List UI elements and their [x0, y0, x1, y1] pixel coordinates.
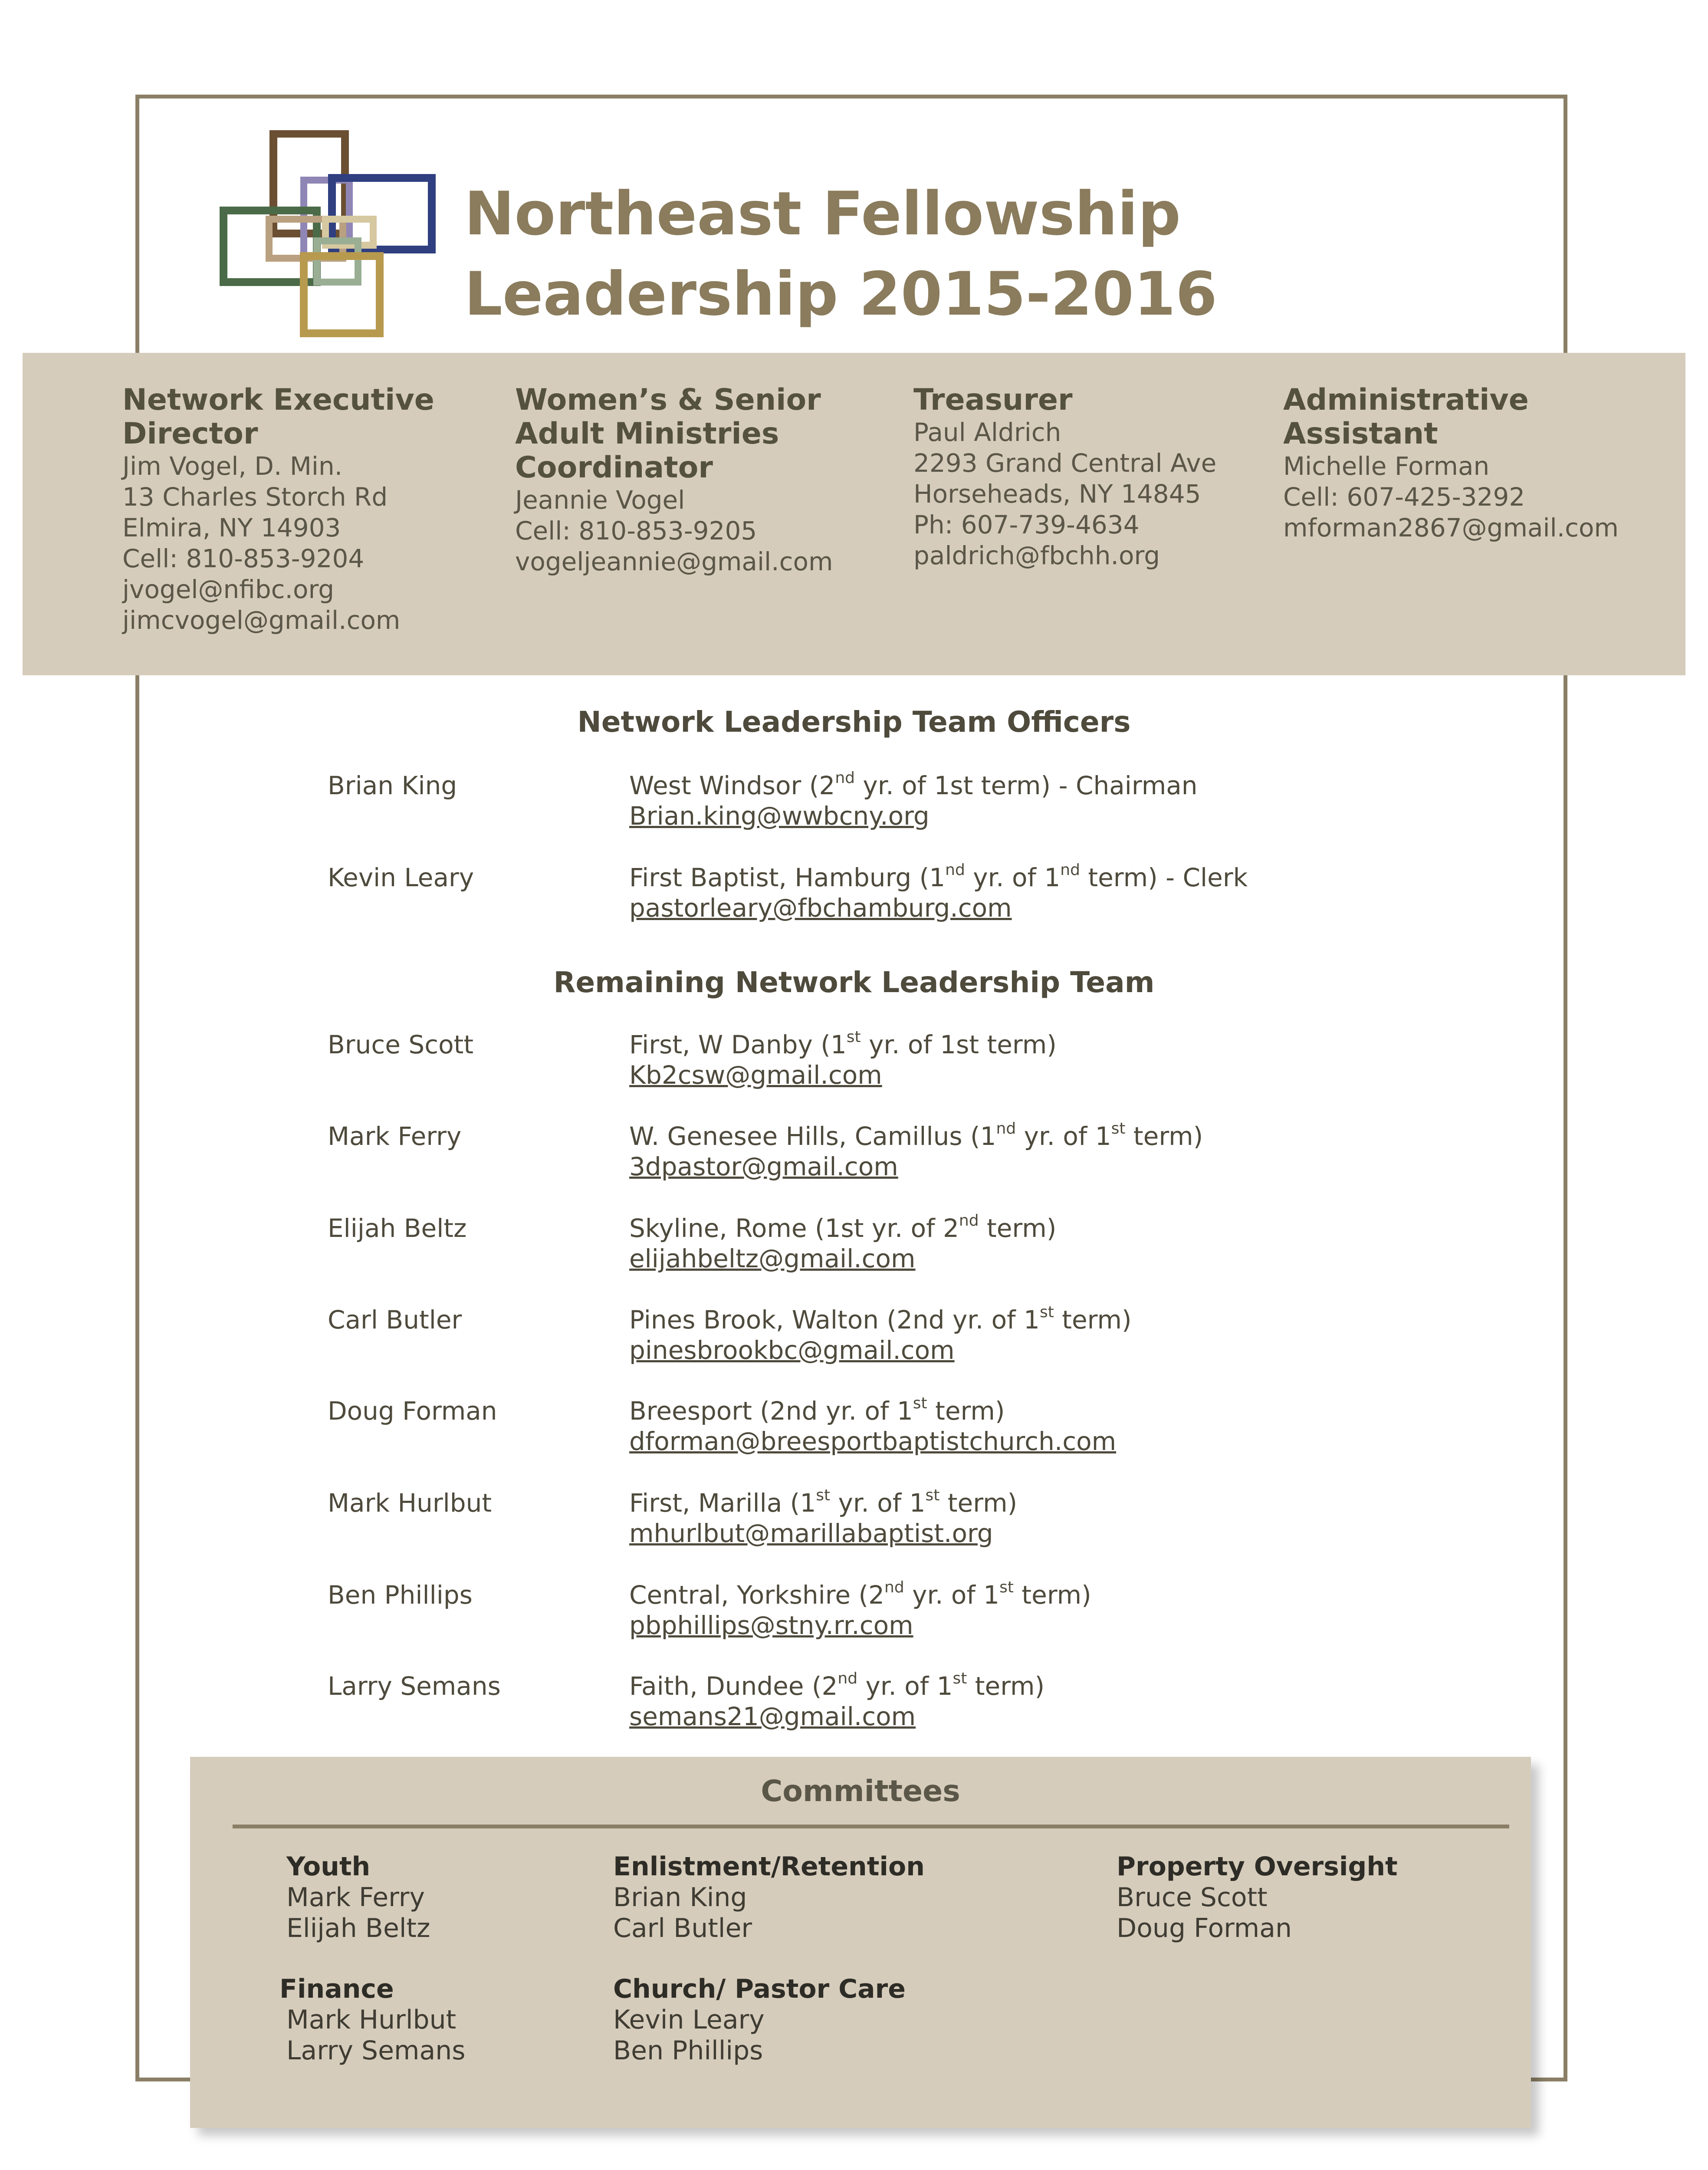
- committee-member: Doug Forman: [1117, 1913, 1292, 1943]
- womens-line: Jeannie Vogel: [515, 485, 685, 515]
- womens-email[interactable]: vogeljeannie@gmail.com: [515, 547, 833, 576]
- team-heading: Remaining Network Leadership Team: [553, 966, 1155, 999]
- committee-pastor-care: [613, 1974, 906, 2066]
- committee-title: Church/ Pastor Care: [613, 1974, 906, 2004]
- executive-line: Cell: 810-853-9204: [122, 544, 365, 573]
- member-church: Breesport (2nd yr. of 1st term): [629, 1394, 1005, 1426]
- womens-title-1: Women’s & Senior: [515, 383, 821, 417]
- member-email-link[interactable]: 3dpastor@gmail.com: [629, 1152, 898, 1181]
- committee-member: Brian King: [613, 1882, 747, 1913]
- member-email-link[interactable]: Kb2csw@gmail.com: [629, 1060, 882, 1090]
- team-row: [0, 1121, 1708, 1186]
- executive-line: Elmira, NY 14903: [122, 513, 341, 542]
- team-row: [0, 1396, 1708, 1461]
- leadership-contact-band: [23, 353, 1685, 675]
- committee-finance: [279, 1974, 466, 2066]
- womens-title-2: Adult Ministries: [515, 417, 779, 451]
- member-church: First, Marilla (1st yr. of 1st term): [629, 1486, 1018, 1518]
- officer-name: Brian King: [328, 771, 457, 800]
- womens-coordinator-block: [515, 383, 833, 577]
- committee-title: Finance: [279, 1974, 394, 2004]
- executive-title-2: Director: [122, 417, 258, 451]
- committee-member: Kevin Leary: [613, 2005, 765, 2035]
- admin-title-2: Assistant: [1283, 417, 1438, 451]
- member-email-link[interactable]: elijahbeltz@gmail.com: [629, 1244, 916, 1273]
- title-line-2: Leadership 2015-2016: [464, 259, 1218, 329]
- officers-heading: Network Leadership Team Officers: [577, 705, 1131, 739]
- committee-enlistment: [613, 1851, 925, 1944]
- team-row: [0, 1488, 1708, 1553]
- committee-member: Mark Ferry: [286, 1882, 425, 1913]
- executive-title-1: Network Executive: [122, 383, 434, 417]
- team-row: [0, 1671, 1708, 1736]
- officer-row: [0, 862, 1708, 927]
- committee-member: Elijah Beltz: [286, 1913, 430, 1943]
- member-email-link[interactable]: dforman@breesportbaptistchurch.com: [629, 1427, 1117, 1456]
- treasurer-line: Ph: 607-739-4634: [913, 510, 1140, 539]
- team-row: [0, 1305, 1708, 1370]
- member-church: First, W Danby (1st yr. of 1st term): [629, 1028, 1057, 1059]
- member-church: Pines Brook, Walton (2nd yr. of 1st term): [629, 1303, 1132, 1335]
- committee-member: Larry Semans: [286, 2035, 466, 2066]
- title-line-1: Northeast Fellowship: [464, 179, 1181, 249]
- executive-director-block: [122, 383, 434, 636]
- treasurer-line: 2293 Grand Central Ave: [913, 448, 1217, 478]
- member-name: Mark Ferry: [328, 1121, 462, 1151]
- executive-email[interactable]: jimcvogel@gmail.com: [122, 605, 401, 635]
- member-name: Carl Butler: [328, 1305, 462, 1335]
- member-name: Elijah Beltz: [328, 1213, 467, 1243]
- committees-panel: [190, 1757, 1531, 2128]
- committee-title: Enlistment/Retention: [613, 1851, 925, 1882]
- committees-heading: Committees: [761, 1774, 960, 1808]
- committee-title: Property Oversight: [1117, 1851, 1398, 1882]
- member-church: Faith, Dundee (2nd yr. of 1st term): [629, 1669, 1045, 1701]
- committee-youth: [286, 1851, 430, 1944]
- womens-title-3: Coordinator: [515, 450, 713, 485]
- committees-divider: [233, 1825, 1509, 1828]
- committee-title: Youth: [286, 1851, 371, 1882]
- executive-line: 13 Charles Storch Rd: [122, 482, 388, 512]
- cross-logo: [219, 130, 436, 339]
- officer-church: West Windsor (2nd yr. of 1st term) - Chairman: [629, 769, 1198, 800]
- member-email-link[interactable]: mhurlbut@marillabaptist.org: [629, 1519, 993, 1548]
- treasurer-line: Paul Aldrich: [913, 418, 1061, 447]
- admin-email[interactable]: mforman2867@gmail.com: [1283, 513, 1619, 542]
- treasurer-title: Treasurer: [913, 383, 1073, 417]
- member-name: Mark Hurlbut: [328, 1488, 492, 1518]
- member-email-link[interactable]: semans21@gmail.com: [629, 1702, 916, 1731]
- treasurer-line: Horseheads, NY 14845: [913, 479, 1201, 509]
- member-church: W. Genesee Hills, Camillus (1nd yr. of 1st term): [629, 1119, 1203, 1151]
- committee-member: Ben Phillips: [613, 2035, 763, 2066]
- committee-property: [1117, 1851, 1398, 1944]
- officer-name: Kevin Leary: [328, 863, 474, 892]
- member-email-link[interactable]: pinesbrookbc@gmail.com: [629, 1335, 955, 1365]
- member-church: Central, Yorkshire (2nd yr. of 1st term): [629, 1578, 1091, 1610]
- admin-assistant-block: [1283, 383, 1619, 543]
- team-row: [0, 1213, 1708, 1278]
- officer-email-link[interactable]: pastorleary@fbchamburg.com: [629, 893, 1012, 923]
- member-email-link[interactable]: pbphillips@stny.rr.com: [629, 1611, 913, 1640]
- officer-email-link[interactable]: Brian.king@wwbcny.org: [629, 801, 930, 831]
- officer-church: First Baptist, Hamburg (1nd yr. of 1nd term) - Clerk: [629, 861, 1248, 892]
- admin-title-1: Administrative: [1283, 383, 1529, 417]
- womens-line: Cell: 810-853-9205: [515, 516, 757, 546]
- committee-member: Carl Butler: [613, 1913, 752, 1943]
- member-church: Skyline, Rome (1st yr. of 2nd term): [629, 1211, 1057, 1243]
- page-title: [464, 174, 1217, 334]
- treasurer-block: [913, 383, 1216, 571]
- admin-line: Cell: 607-425-3292: [1283, 482, 1525, 512]
- member-name: Bruce Scott: [328, 1030, 474, 1059]
- admin-line: Michelle Forman: [1283, 451, 1490, 481]
- executive-email[interactable]: jvogel@nfibc.org: [122, 575, 335, 604]
- treasurer-email[interactable]: paldrich@fbchh.org: [913, 541, 1160, 570]
- executive-line: Jim Vogel, D. Min.: [122, 451, 343, 481]
- member-name: Ben Phillips: [328, 1580, 473, 1610]
- team-row: [0, 1580, 1708, 1645]
- member-name: Doug Forman: [328, 1396, 497, 1426]
- committee-member: Bruce Scott: [1117, 1882, 1268, 1913]
- committee-member: Mark Hurlbut: [286, 2005, 457, 2035]
- member-name: Larry Semans: [328, 1671, 501, 1701]
- officer-row: [0, 770, 1708, 835]
- team-row: [0, 1029, 1708, 1095]
